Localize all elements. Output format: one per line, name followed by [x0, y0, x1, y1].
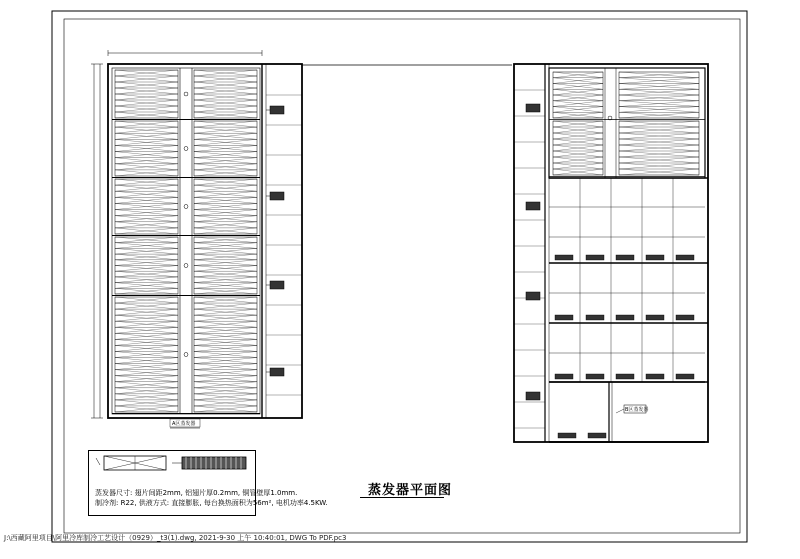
left-floor-plan [91, 50, 302, 428]
title-underline [360, 497, 444, 498]
file-path-footer: J:\西藏阿里项目\阿里冷库制冷工艺设计（0929）_t3(1).dwg, 2021-9-30 上午 10:40:01, DWG To PDF.pc3 [4, 534, 347, 542]
legend-line-1: 蒸发器尺寸: 翅片间距2mm, 铝翅片厚0.2mm, 铜管壁厚1.0mm. [95, 489, 298, 497]
legend-box [88, 450, 328, 516]
right-plan-label: B区蒸发器 [625, 407, 649, 413]
left-plan-label: A区蒸发器 [172, 421, 196, 427]
right-floor-plan [514, 64, 708, 442]
legend-line-2: 制冷剂: R22, 供液方式: 直接膨胀, 每台换热面积为56m², 电机功率4.5KW. [95, 499, 328, 507]
drawing-title: 蒸发器平面图 [368, 483, 453, 498]
